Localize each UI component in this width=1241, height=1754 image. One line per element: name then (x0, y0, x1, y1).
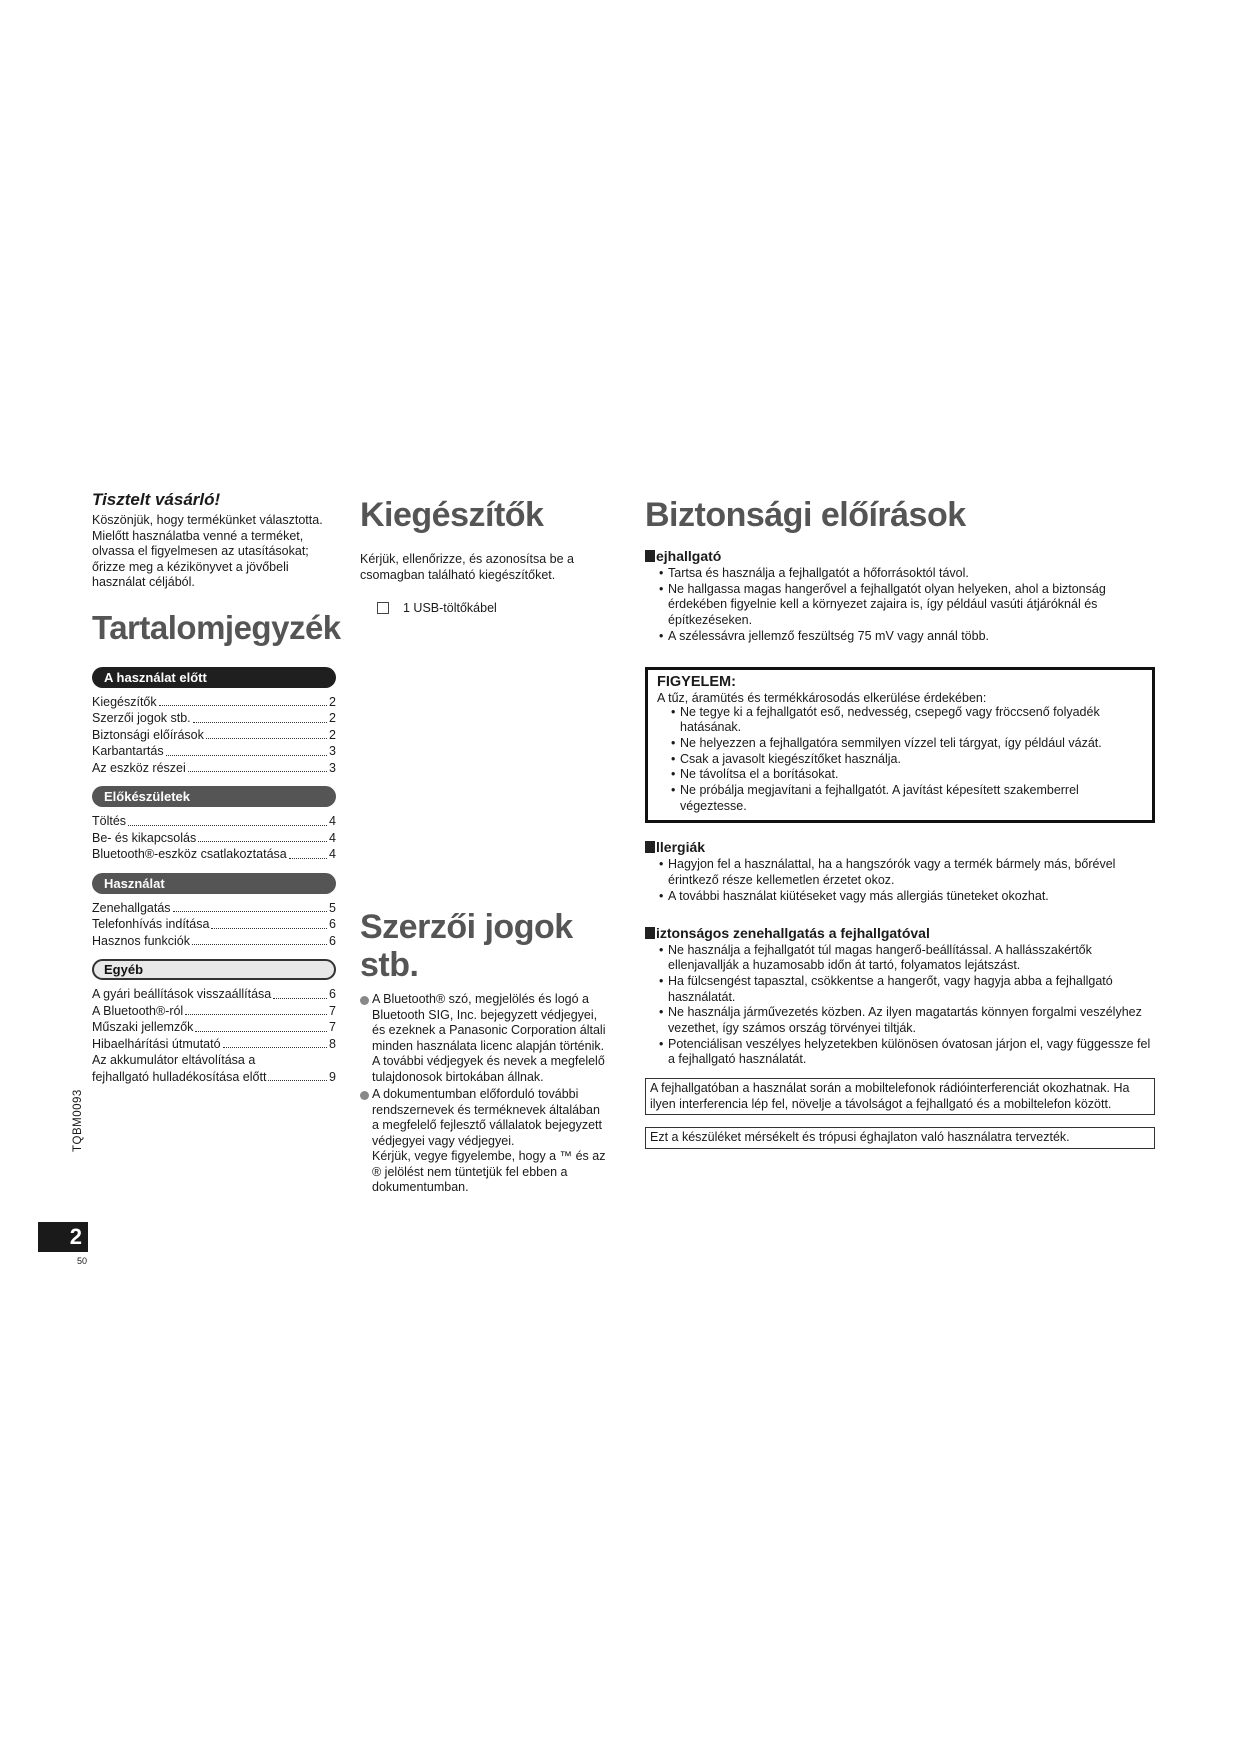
toc-section-title: A használat előtt (92, 667, 336, 688)
headphone-heading-text: ejhallgató (656, 548, 722, 564)
toc-item-page: 4 (329, 847, 336, 861)
toc-item-page: 8 (329, 1036, 336, 1051)
toc-section-before-use (92, 667, 336, 777)
toc-item[interactable] (92, 916, 336, 933)
list-item: • Ne hallgassa magas hangerővel a fejhallgatót olyan helyeken, ahol a biztonság érdekében figyelnie kell a környezet zajaira is, így például vasúti átjáróknál és építkezéseken. (659, 582, 1155, 629)
toc-item-label: Bluetooth®-eszköz csatlakoztatása (92, 847, 287, 861)
list-item: • Ne használja a fejhallgatót túl magas hangerő-beállítással. A hallásszakértők ellenjavallják a huzamosabb időn át tartó, folyamatos lejátszást. (659, 943, 1155, 974)
listening-section (645, 925, 1155, 1069)
warning-box (645, 667, 1155, 824)
copyright-title-line2: stb. (360, 946, 419, 984)
interference-note: A fejhallgatóban a használat során a mobiltelefonok rádióinterferenciát okozhatnak. Ha ilyen interferencia lép fel, növelje a távolságot a fejhallgató és a mobiltelefon között. (645, 1078, 1155, 1115)
toc-item-page: 9 (329, 1069, 336, 1084)
allergy-heading (645, 839, 1155, 855)
copyright-paragraph (360, 992, 606, 1085)
greeting-title: Tisztelt vásárló! (92, 490, 221, 509)
toc-item[interactable] (92, 1019, 336, 1036)
toc-item-label: Az akkumulátor eltávolítása a (92, 1053, 256, 1067)
toc-item-page: 3 (329, 744, 336, 758)
accessory-item-label: 1 USB-töltőkábel (403, 601, 497, 615)
headphone-marker-icon (645, 550, 655, 562)
warning-intro: A tűz, áramütés és termékkárosodás elkerülése érdekében: (657, 690, 987, 705)
list-item: • Ne próbálja megjavítani a fejhallgatót. A javítást képesített szakemberrel végeztesse. (671, 783, 1143, 814)
toc-section-other (92, 959, 336, 1085)
toc-item[interactable] (92, 1003, 336, 1020)
toc-item[interactable] (92, 813, 336, 830)
copyright-title-line1: Szerzői jogok (360, 908, 573, 946)
headphone-heading (645, 548, 1155, 564)
toc-item-page: 4 (329, 830, 336, 845)
bullet-icon (360, 1091, 369, 1100)
toc-item-page: 4 (329, 814, 336, 828)
warning-title: FIGYELEM: (657, 673, 736, 690)
greeting-text-2: Mielőtt használatba venné a terméket, olvassa el figyelmesen az utasításokat; őrizze meg a kézikönyvet a jövőbeli használat céljából. (92, 528, 309, 589)
toc-item-label: Karbantartás (92, 744, 164, 758)
toc-section-usage (92, 873, 336, 950)
copyright-text: A dokumentumban előforduló további rendszernevek és terméknevek általában a megfelelő fejlesztő vállalatok bejegyzett védjegyei vagy védjegyei. (372, 1087, 602, 1148)
toc-item[interactable] (92, 727, 336, 744)
toc-item-page: 6 (329, 987, 336, 1001)
doc-code: TQBM0093 (72, 1089, 84, 1152)
toc-list (92, 986, 336, 1085)
toc-item-page: 5 (329, 900, 336, 915)
copyright-text: A Bluetooth® szó, megjelölés és logó a Bluetooth SIG, Inc. bejegyzett védjegyei, és ezeknek a Panasonic Corporation általi minden használata licenc alapján történik. (372, 992, 606, 1053)
toc-item[interactable] (92, 760, 336, 777)
toc-list (92, 694, 336, 777)
toc-item[interactable] (92, 1036, 336, 1053)
list-item: • Ne tegye ki a fejhallgatót eső, nedvesség, csepegő vagy fröccsenő folyadék hatásának. (671, 705, 1143, 736)
list-item: • Hagyjon fel a használattal, ha a hangszórók vagy a termék bármely más, bőrével érintkező része kellemetlen érzetet okoz. (659, 857, 1155, 888)
allergy-heading-text: llergiák (656, 839, 706, 856)
checkbox-icon (377, 602, 389, 614)
page-number: 2 (38, 1222, 88, 1252)
left-column (92, 490, 341, 1091)
copyright-title (360, 908, 606, 984)
toc-item[interactable] (92, 846, 336, 863)
toc-item[interactable] (92, 694, 336, 711)
toc-item-label: Telefonhívás indítása (92, 917, 210, 931)
toc-list (92, 900, 336, 950)
toc-item-label: A gyári beállítások visszaállítása (92, 987, 272, 1001)
page-small-number: 50 (77, 1256, 88, 1266)
listening-heading (645, 925, 1155, 941)
warning-list (671, 705, 1143, 815)
toc-item[interactable] (92, 830, 336, 847)
toc-list (92, 813, 336, 863)
climate-note: Ezt a készüléket mérsékelt és trópusi éghajlaton való használatra tervezték. (645, 1127, 1155, 1149)
toc-item[interactable] (92, 1052, 336, 1085)
toc-title: Tartalomjegyzék (92, 608, 341, 646)
list-item: • Tartsa és használja a fejhallgatót a hőforrásoktól távol. (659, 566, 1155, 582)
accessory-item (360, 601, 606, 615)
toc-item[interactable] (92, 933, 336, 950)
toc-item-page: 2 (329, 694, 336, 709)
list-item: • Ha fülcsengést tapasztal, csökkentse a hangerőt, vagy hagyja abba a fejhallgató használatát. (659, 974, 1155, 1005)
toc-item-label: Hibaelhárítási útmutató (92, 1036, 221, 1051)
list-item: • A további használat kiütéseket vagy más allergiás tüneteket okozhat. (659, 889, 1155, 905)
listening-list (659, 943, 1155, 1069)
toc-section-preparations (92, 786, 336, 863)
toc-item-label: Kiegészítők (92, 694, 157, 709)
copyright-text: A további védjegyek és nevek a megfelelő tulajdonosok birtokában állnak. (372, 1054, 605, 1084)
toc-item-page: 2 (329, 711, 336, 725)
toc-item-page: 3 (329, 760, 336, 775)
toc-item-page: 6 (329, 917, 336, 931)
bullet-icon (360, 996, 369, 1005)
toc-item-label: Szerzői jogok stb. (92, 711, 191, 725)
copyright-section (360, 908, 606, 1196)
toc-item-page: 7 (329, 1020, 336, 1034)
allergy-section (645, 839, 1155, 904)
list-item: • Ne távolítsa el a borításokat. (671, 767, 1143, 783)
toc-item-label: Zenehallgatás (92, 900, 171, 915)
accessories-title: Kiegészítők (360, 496, 544, 534)
toc-item-label: Műszaki jellemzők (92, 1020, 194, 1034)
toc-item[interactable] (92, 986, 336, 1003)
toc-item-label: Hasznos funkciók (92, 933, 190, 948)
toc-section-title: Használat (92, 873, 336, 894)
toc-section-title: Előkészületek (92, 786, 336, 807)
right-column (645, 496, 1155, 1149)
accessories-intro: Kérjük, ellenőrizze, és azonosítsa be a csomagban található kiegészítőket. (360, 552, 575, 582)
list-item: • A szélessávra jellemző feszültség 75 mV vagy annál több. (659, 629, 1155, 645)
list-item: • Ne használja járművezetés közben. Az ilyen magatartás könnyen forgalmi veszélyhez vezethet, így számos ország törvényei tiltják. (659, 1005, 1155, 1036)
toc-item-label: Be- és kikapcsolás (92, 830, 197, 845)
headphone-list (659, 566, 1155, 645)
allergy-marker-icon (645, 841, 655, 853)
toc-item-label-continued: fejhallgató hulladékosítása előtt (92, 1069, 267, 1084)
safety-title: Biztonsági előírások (645, 496, 966, 534)
toc-item-label: Töltés (92, 814, 127, 828)
copyright-text: Kérjük, vegye figyelembe, hogy a ™ és az ® jelölést nem tüntetjük fel ebben a dokumentumban. (372, 1149, 606, 1194)
listening-marker-icon (645, 927, 655, 939)
toc-section-title: Egyéb (92, 959, 336, 980)
middle-column (360, 496, 606, 1194)
listening-heading-text: iztonságos zenehallgatás a fejhallgatóval (656, 924, 930, 941)
toc-item-label: Az eszköz részei (92, 760, 186, 775)
toc-item[interactable] (92, 743, 336, 760)
list-item: • Potenciálisan veszélyes helyzetekben különösen óvatosan járjon el, vagy függessze fel a fejhallgató használatát. (659, 1037, 1155, 1068)
list-item: • Csak a javasolt kiegészítőket használja. (671, 752, 1143, 768)
toc-item[interactable] (92, 900, 336, 917)
greeting-text-1: Köszönjük, hogy termékünket választotta. (92, 513, 323, 527)
toc-item-label: Biztonsági előírások (92, 727, 204, 742)
toc-item-page: 6 (329, 933, 336, 948)
allergy-list (659, 857, 1155, 904)
toc-item[interactable] (92, 710, 336, 727)
copyright-paragraph (360, 1087, 606, 1196)
headphone-section (645, 548, 1155, 645)
list-item: • Ne helyezzen a fejhallgatóra semmilyen vízzel teli tárgyat, így például vázát. (671, 736, 1143, 752)
toc-item-page: 2 (329, 727, 336, 742)
toc-item-page: 7 (329, 1003, 336, 1018)
toc-item-label: A Bluetooth®-ról (92, 1003, 184, 1018)
